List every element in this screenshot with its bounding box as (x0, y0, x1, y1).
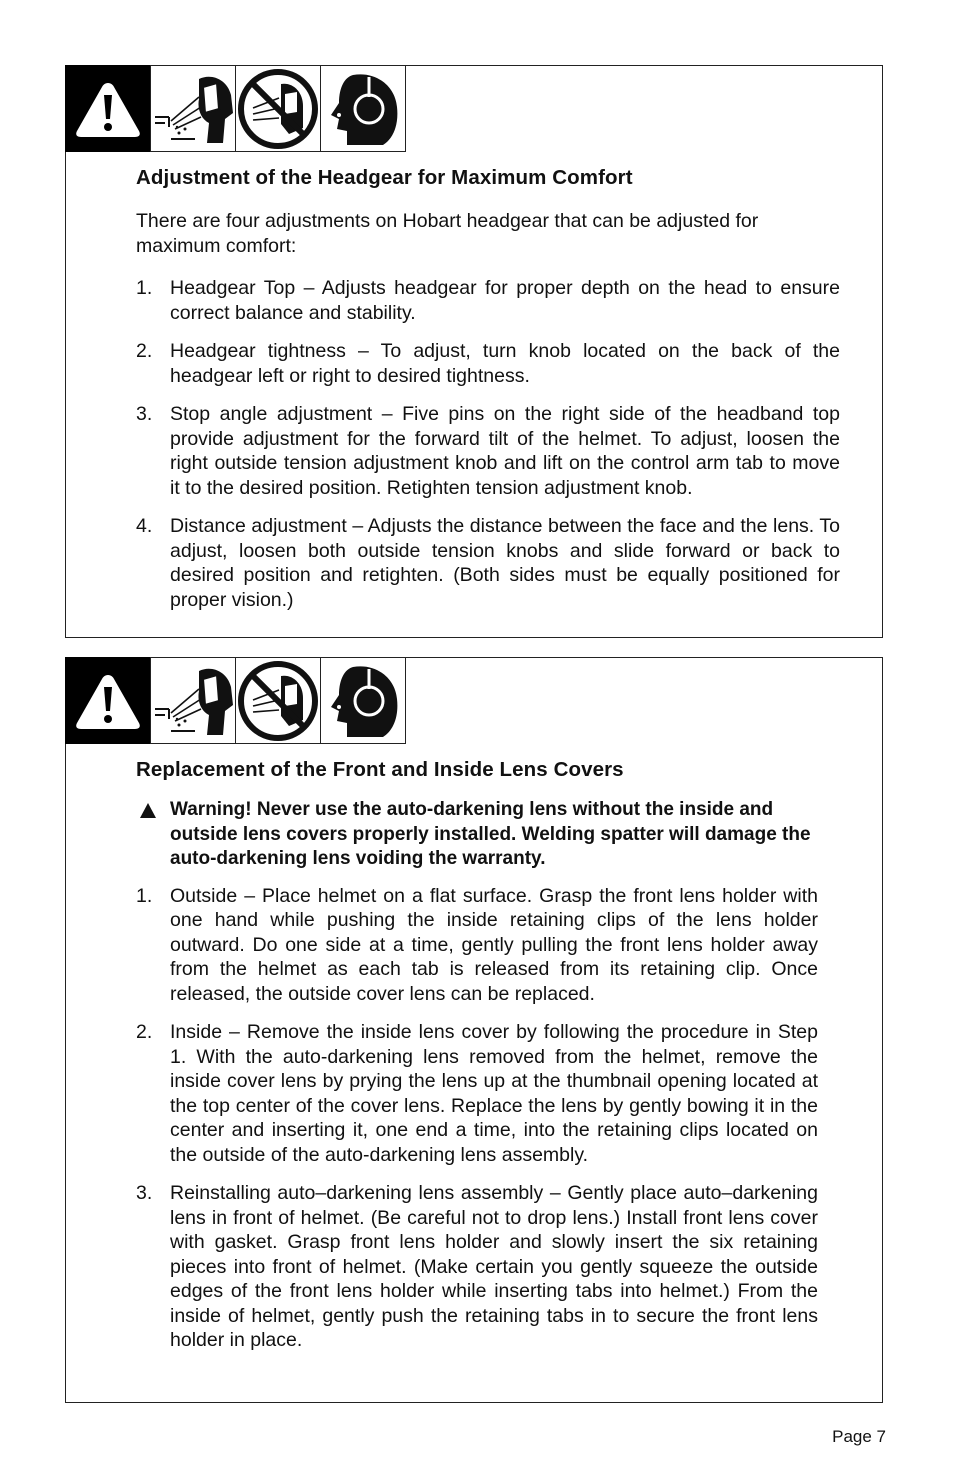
section-intro: There are four adjustments on Hobart headgear that can be adjusted for maximum comfort: (136, 210, 759, 257)
list-text: Inside – Remove the inside lens cover by following the procedure in Step 1. With the auto-darkening lens removed from the helmet, remove the inside cover lens by prying the lens up at the thumbnail opening located at the top center of the cover lens. Replace the lens by gently bowing it in the center and inserting it, one end a time, into the retaining clips located on the outside of the auto-darkening lens assembly. (170, 1021, 818, 1166)
safety-box-headgear-adjustment (65, 65, 883, 638)
list-text: Reinstalling auto–darkening lens assembly – Gently place auto–darkening lens in front of helmet. (Be careful not to drop lens.) Install front lens cover with gasket. Grasp front lens holder and slowly insert the six retaining pieces into front of helmet. (Make certain you gently squeeze the outside edges of the front lens holder while inserting tabs into helmet.) From the inside of helmet, gently push the retaining tabs in to secure the front lens holder in place. (170, 1182, 818, 1351)
list-item (136, 276, 840, 325)
list-number: 2. (136, 1021, 153, 1043)
warning-note (136, 798, 818, 872)
list-number: 4. (136, 515, 153, 537)
list-text: Outside – Place helmet on a flat surface. Grasp the front lens holder with one hand while pushing the inside retaining clips of the lens holder outward. Do one side at a time, gently pulling the front lens holder away from the helmet as each tab is released from its retaining clip. Once released, the outside cover lens can be replaced. (170, 884, 818, 1005)
warning-triangle-icon (65, 65, 151, 152)
safety-icon-strip (65, 65, 405, 154)
list-number: 3. (136, 1182, 153, 1204)
welding-arc-rays-icon (150, 657, 236, 744)
safety-box-lens-cover-replacement (65, 657, 883, 1403)
page-number: Page 7 (832, 1427, 886, 1446)
list-item (136, 1181, 818, 1353)
section-title: Adjustment of the Headgear for Maximum Comfort (136, 166, 633, 189)
no-viewing-without-helmet-icon (235, 65, 321, 152)
section-title: Replacement of the Front and Inside Lens Covers (136, 758, 624, 781)
no-viewing-without-helmet-icon (235, 657, 321, 744)
welding-arc-rays-icon (150, 65, 236, 152)
hearing-protection-icon (320, 657, 406, 744)
replacement-steps-list (136, 884, 818, 1353)
list-number: 1. (136, 884, 153, 907)
warning-text: Warning! Never use the auto-darkening lens without the inside and outside lens covers properly installed. Welding spatter will damage the auto-darkening lens voiding the warranty. (170, 799, 811, 869)
list-text: Distance adjustment – Adjusts the distance between the face and the lens. To adjust, loosen both outside tension knobs and slide forward or back to desired position and retighten. (Both sides must be equally positioned for proper vision.) (170, 515, 840, 611)
list-text: Headgear Top – Adjusts headgear for proper depth on the head to ensure correct balance and stability. (170, 277, 840, 324)
list-number: 3. (136, 403, 153, 425)
list-text: Stop angle adjustment – Five pins on the right side of the headband top provide adjustment for the forward tilt of the helmet. To adjust, loosen the right outside tension adjustment knob and lift on the control arm tab to move it to the desired position. Retighten tension adjustment knob. (170, 403, 840, 499)
list-text: Headgear tightness – To adjust, turn knob located on the back of the headgear left or right to desired tightness. (170, 340, 840, 387)
list-item (136, 339, 840, 388)
list-item (136, 1020, 818, 1167)
section-content (136, 166, 840, 626)
list-item (136, 514, 840, 612)
list-number: 1. (136, 277, 153, 299)
safety-icon-strip (65, 657, 405, 746)
warning-triangle-icon (65, 657, 151, 744)
warning-bullet-icon (140, 803, 156, 818)
list-item (136, 884, 818, 1007)
adjustment-list (136, 276, 840, 612)
section-content (136, 758, 818, 1367)
hearing-protection-icon (320, 65, 406, 152)
list-number: 2. (136, 340, 153, 362)
list-item (136, 402, 840, 500)
